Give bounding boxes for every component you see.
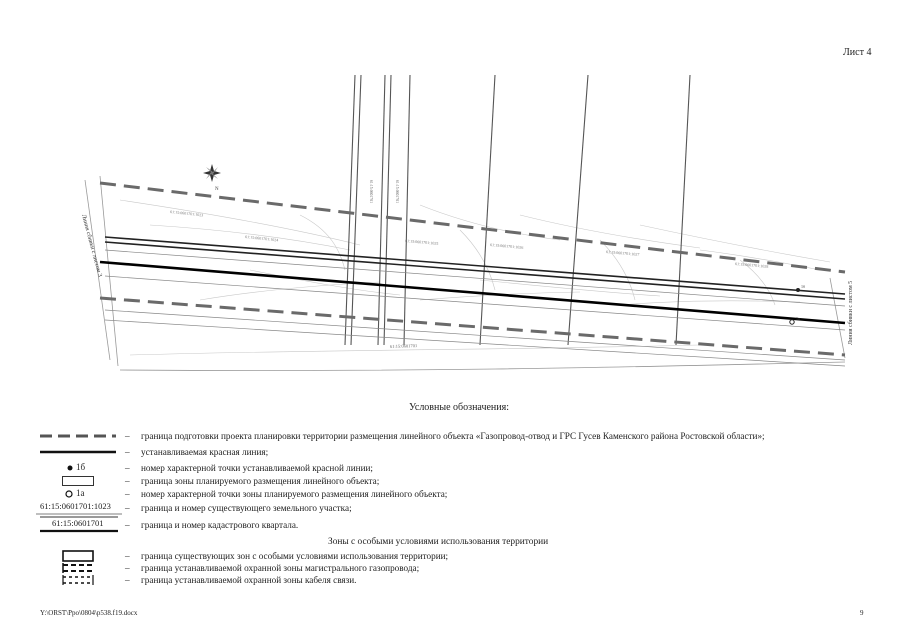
legend-item: граница и номер кадастрового квартала. (141, 520, 299, 530)
zone-item: граница устанавливаемой охранной зоны кабеля связи. (141, 575, 357, 585)
quarter-number-sample: 61:15:0601701 (52, 518, 104, 528)
legend-item: устанавливаемая красная линия; (141, 447, 269, 457)
right-match-line-label: Линия сбивки с листом 5 (848, 280, 854, 345)
zone-row (0, 562, 905, 574)
parcel-label: 61:15:0601701:1025 (404, 238, 439, 246)
parcel-label: 61:15:0601701:1024 (244, 234, 279, 243)
terrain-contours (120, 200, 830, 355)
pipeline (100, 262, 845, 323)
quarter-boundary-symbol (40, 515, 118, 533)
road-label: 61:15:0601701 (389, 343, 418, 349)
legend-row (0, 488, 905, 500)
point-label-2: 1а (796, 316, 800, 321)
parcel-label: 61:15:0601701:1026 (489, 242, 524, 250)
left-match-line-label: Линия сбивки с листом 3 (80, 213, 103, 278)
red-lines (105, 237, 845, 299)
page-number: 9 (860, 609, 864, 617)
legend-row (0, 462, 905, 474)
zones-title: Зоны с особыми условиями использования территории (328, 537, 549, 547)
quarter-label-2: 61:15:0601701 (395, 180, 399, 203)
gas-pipeline-zone-symbol (38, 562, 118, 574)
zone-item: граница существующих зон с особыми условиями использования территории; (141, 551, 449, 561)
sheet-label: Лист 4 (843, 47, 872, 58)
compass-letter: N (215, 187, 219, 192)
zone-item: граница устанавливаемой охранной зоны магистрального газопровода; (141, 563, 420, 573)
legend-dash: – (125, 489, 130, 499)
legend-dash: – (125, 520, 130, 530)
legend-point-label: 1а (76, 488, 85, 498)
red-line-point-marker (796, 288, 800, 292)
footer-file-path: Y:\ORST\Ppo\0804\p538.f19.docx (40, 609, 138, 617)
legend-item: номер характерной точки зоны планируемого размещения линейного объекта; (141, 489, 448, 499)
legend-row (0, 502, 905, 514)
legend-dash: – (125, 463, 130, 473)
legend-item: граница и номер существующего земельного участка; (141, 503, 352, 513)
existing-zone-symbol (38, 550, 118, 562)
legend-title: Условные обозначения: (409, 402, 510, 413)
zone-row (0, 550, 905, 562)
legend-row (0, 475, 905, 487)
zone-point-icon (64, 489, 74, 499)
project-boundary (100, 183, 845, 355)
legend-row (0, 519, 905, 531)
red-line-symbol (38, 446, 118, 458)
legend-dash: – (125, 476, 130, 486)
red-line-point-icon (66, 464, 74, 472)
parcel-number-sample: 61:15:0601701:1023 (40, 501, 111, 511)
legend-dash: – (125, 503, 130, 513)
parcel-label: 61:15:0601701:1028 (734, 261, 769, 269)
parcel-label: 61:15:0601701:1027 (605, 249, 640, 257)
point-label-1: 1б (801, 284, 806, 289)
quarter-label: 61:15:0601701 (369, 180, 373, 203)
legend-item: граница зоны планируемого размещения линейного объекта; (141, 476, 380, 486)
legend-item: граница подготовки проекта планировки территории размещения линейного объекта «Газопровод-отвод и ГРС Гусев Каменского района Ростовской области»; (141, 431, 765, 441)
zone-boundary-symbol (62, 476, 94, 486)
legend-item: номер характерной точки устанавливаемой красной линии; (141, 463, 373, 473)
terrain-edges (85, 176, 845, 371)
legend-dash: – (125, 575, 130, 585)
zone-point-marker (790, 320, 794, 324)
legend-row (0, 430, 905, 442)
legend-row (0, 446, 905, 458)
legend-dash: – (125, 551, 130, 561)
cable-zone-symbol (38, 574, 118, 586)
parcel-label: 61:15:0601701:1023 (169, 209, 204, 218)
parcel-verticals (345, 75, 690, 345)
zone-lines (105, 250, 845, 366)
zone-row (0, 574, 905, 586)
legend-point-label: 1б (76, 462, 86, 472)
boundary-dashed-symbol (38, 430, 118, 442)
legend-dash: – (125, 447, 130, 457)
legend-dash: – (125, 431, 130, 441)
compass-icon (203, 164, 221, 182)
legend-dash: – (125, 563, 130, 573)
